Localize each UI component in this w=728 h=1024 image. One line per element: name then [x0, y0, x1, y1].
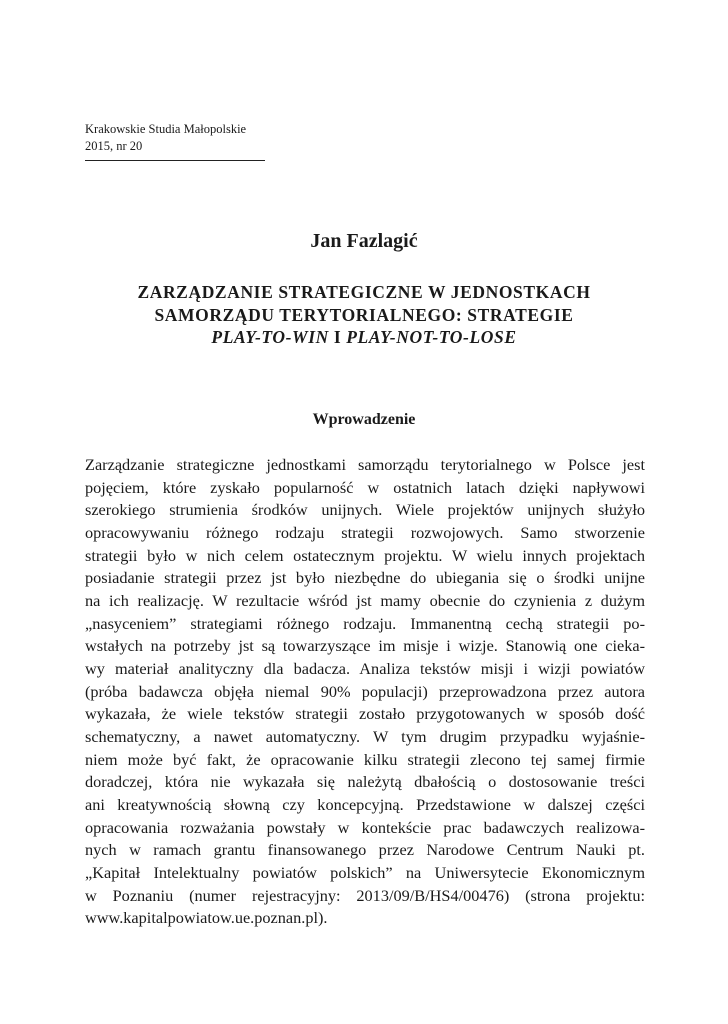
body-line: szerokiego strumienia środków unijnych. Wiele projektów unijnych służyło: [85, 500, 645, 520]
body-line: opracowania rozważania powstały w kontekście prac badawczych realizowa-: [85, 817, 645, 837]
author-name: Jan Fazlagić: [310, 230, 418, 252]
title-play-not-to-lose: PLAY-NOT-TO-LOSE: [346, 327, 517, 347]
body-line: schematyczny, a nawet automatyczny. W tym drugim przypadku wyjaśnie-: [85, 727, 645, 747]
body-line: nych w ramach grantu finansowanego przez Narodowe Centrum Nauki pt.: [85, 840, 645, 860]
body-line: strategii było w nich celem ostatecznym projektu. W wielu innych projektach: [85, 545, 645, 565]
journal-rule: [85, 160, 265, 161]
body-line: posiadanie strategii przez jst było niezbędne do ubiegania się o środki unijne: [85, 568, 645, 588]
body-line: wykazała, że wiele tekstów strategii zostało przygotowanych w sposób dość: [85, 704, 645, 724]
body-paragraph: [85, 454, 645, 930]
body-line: pojęciem, które zyskało popularność w ostatnich latach dzięki napływowi: [85, 477, 645, 497]
body-line: na ich realizację. W rezultacie wśród jst mamy obecnie do czynienia z dużym: [85, 591, 645, 611]
section-heading: Wprowadzenie: [312, 411, 416, 428]
title-conjunction: I: [328, 327, 347, 347]
body-line: „nasyceniem” strategiami różnego rodzaju. Immanentną cechą strategii po-: [85, 613, 645, 633]
body-line: niem może być fakt, że opracowanie kilku strategii zlecono tej samej firmie: [85, 749, 645, 769]
body-line: (próba badawcza objęła niemal 90% populacji) przeprowadzona przez autora: [85, 681, 645, 701]
article-title: [60, 281, 668, 349]
body-line: „Kapitał Intelektualny powiatów polskich” na Uniwersytecie Ekonomicznym: [85, 863, 645, 883]
body-line: Zarządzanie strategiczne jednostkami samorządu terytorialnego w Polsce jest: [85, 455, 645, 474]
title-line-2: SAMORZĄDU TERYTORIALNEGO: STRATEGIE: [154, 304, 574, 325]
journal-name: Krakowskie Studia Małopolskie: [85, 122, 247, 136]
title-line-1: ZARZĄDZANIE STRATEGICZNE W JEDNOSTKACH: [137, 282, 591, 302]
title-line-3: [60, 326, 668, 349]
body-line: w Poznaniu (numer rejestracyjny: 2013/09/B/HS4/00476) (strona projektu:: [85, 885, 645, 905]
body-line: www.kapitalpowiatow.ue.poznan.pl).: [85, 908, 328, 928]
title-play-to-win: PLAY-TO-WIN: [211, 327, 329, 347]
body-line: wstałych na potrzeby jst są towarzyszące im misje i wizje. Stanowią one cieka-: [85, 636, 645, 656]
body-line: ani kreatywnością słowną czy koncepcyjną. Przedstawione w dalszej części: [85, 795, 645, 815]
body-line: doradczej, która nie wykazała się należytą dbałością o dostosowanie treści: [85, 772, 645, 792]
journal-issue: 2015, nr 20: [85, 139, 143, 153]
body-line: wy materiał analityczny dla badacza. Analiza tekstów misji i wizji powiatów: [85, 659, 645, 679]
body-line: opracowywaniu różnego rodzaju strategii rozwojowych. Samo stworzenie: [85, 523, 645, 543]
journal-header: [85, 121, 265, 155]
